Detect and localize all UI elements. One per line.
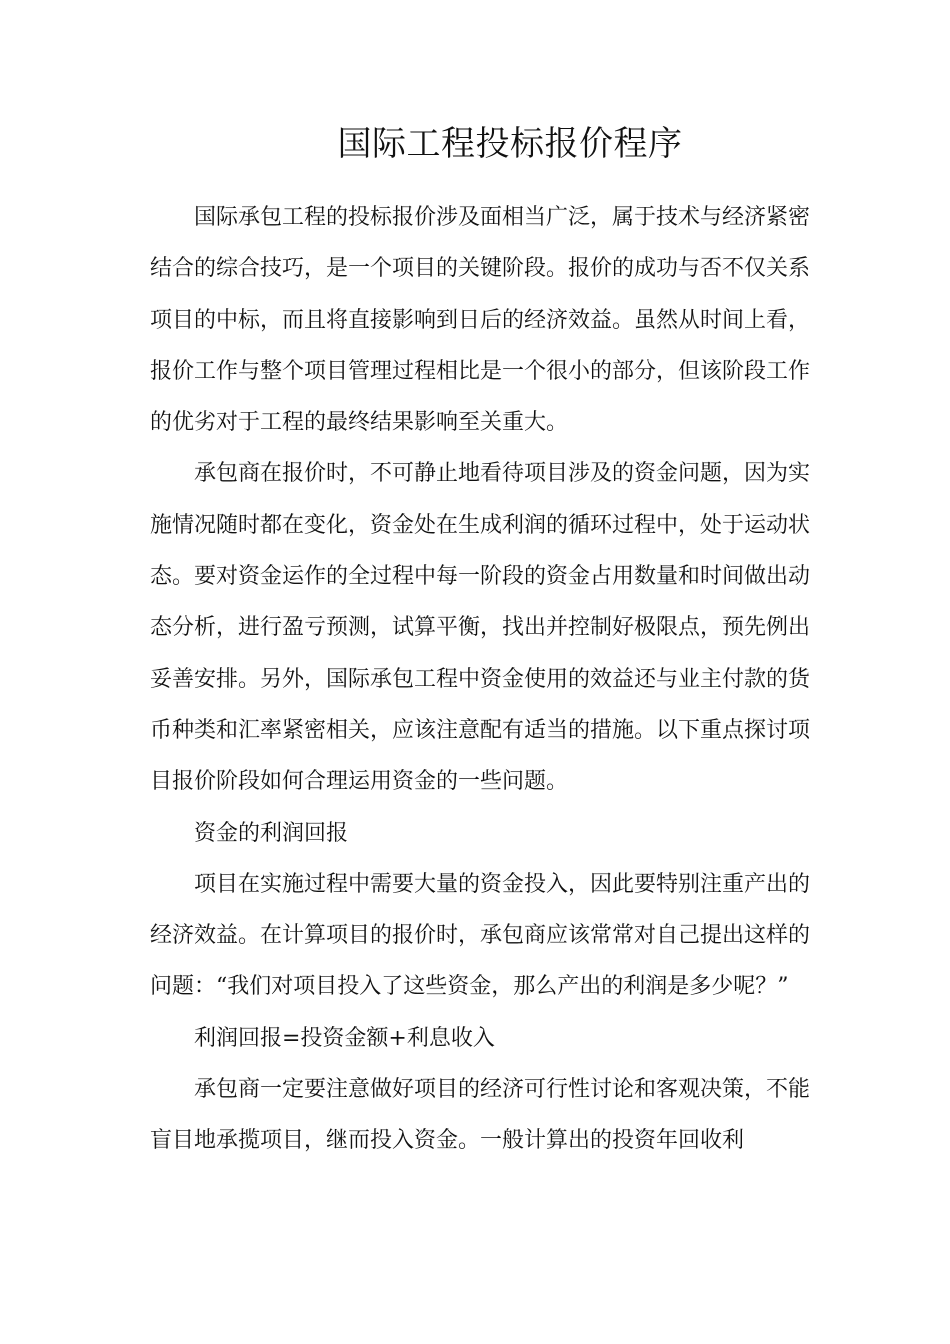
section-heading-profit-return: 资金的利润回报 (194, 820, 349, 846)
document-body (150, 192, 810, 1167)
document-title: 国际工程投标报价程序 (337, 124, 683, 164)
paragraph-feasibility: 承包商一定要注意做好项目的经济可行性讨论和客观决策，不能盲目地承揽项目，继而投入资金。一般计算出的投资年回收利 (150, 1077, 811, 1154)
paragraph-profit-question: 项目在实施过程中需要大量的资金投入，因此要特别注重产出的经济效益。在计算项目的报价时，承包商应该常常对自己提出这样的问题：“我们对项目投入了这些资金，那么产出的利润是多少呢？” (150, 871, 811, 1000)
formula-profit-return: 利润回报=投资金额+利息收入 (194, 1025, 495, 1051)
paragraph-capital-dynamics: 承包商在报价时，不可静止地看待项目涉及的资金问题，因为实施情况随时都在变化，资金处在生成利润的循环过程中，处于运动状态。要对资金运作的全过程中每一阶段的资金占用数量和时间做出动态分析，进行盈亏预测，试算平衡，找出并控制好极限点，预先例出妥善安排。另外，国际承包工程中资金使用的效益还与业主付款的货币种类和汇率紧密相关，应该注意配有适当的措施。以下重点探讨项目报价阶段如何合理运用资金的一些问题。 (150, 461, 811, 795)
paragraph-intro: 国际承包工程的投标报价涉及面相当广泛，属于技术与经济紧密结合的综合技巧，是一个项目的关键阶段。报价的成功与否不仅关系项目的中标，而且将直接影响到日后的经济效益。虽然从时间上看，报价工作与整个项目管理过程相比是一个很小的部分，但该阶段工作的优劣对于工程的最终结果影响至关重大。 (150, 205, 811, 436)
